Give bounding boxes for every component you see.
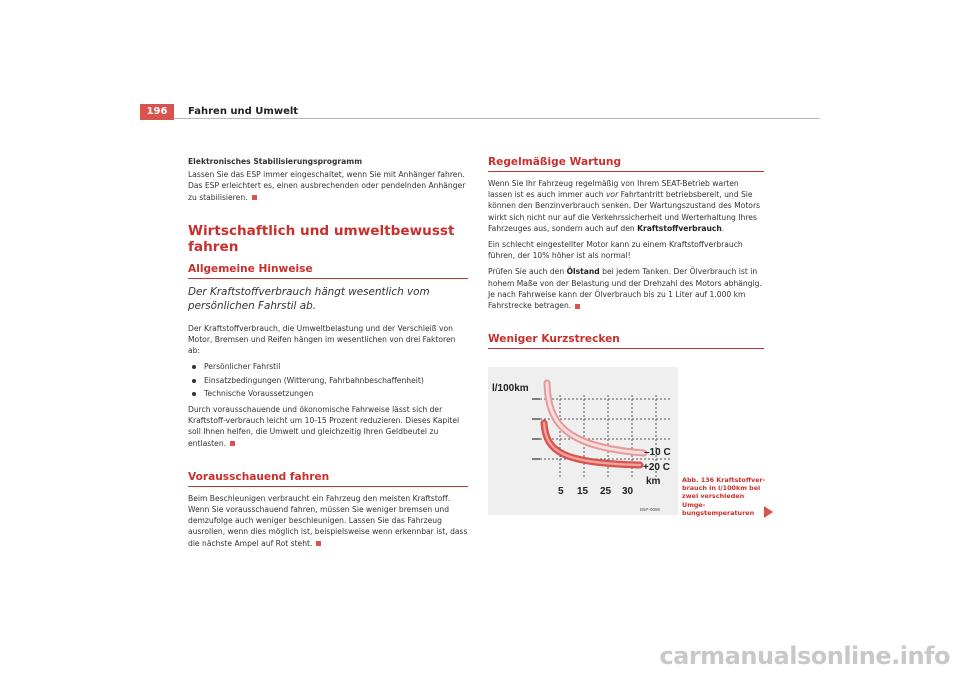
oil-text-a: Prüfen Sie auch den (488, 267, 567, 277)
series-label-minus10: –10 C (644, 447, 671, 458)
list-item: Persönlicher Fahrstil (188, 361, 468, 372)
x-tick-label: 25 (600, 486, 612, 497)
end-mark-icon (252, 195, 257, 200)
maintenance-heading: Regelmäßige Wartung (488, 156, 764, 172)
maintenance-text-a: Wenn Sie Ihr Fahrzeug regelmäßig von Ihrem SEAT-Betrieb warten lassen ist es auch immer auch (488, 179, 739, 200)
list-item: Technische Voraussetzungen (188, 388, 468, 399)
x-tick-label: 15 (577, 486, 589, 497)
end-mark-icon (230, 441, 235, 446)
series-label-plus20: +20 C (643, 462, 670, 473)
anticipate-paragraph (188, 493, 468, 549)
maintenance-bold: Kraftstoffverbrauch (637, 223, 722, 233)
maintenance-paragraph-1 (488, 178, 764, 234)
esp-paragraph (188, 169, 468, 203)
right-column (488, 156, 764, 355)
end-mark-icon (316, 541, 321, 546)
header-divider (174, 118, 820, 119)
watermark: carmanualsonline.info (659, 642, 950, 670)
intro-paragraph: Der Kraftstoffverbrauch, die Umweltbelastung und der Verschleiß von Motor, Bremsen und Reifen hängen im wesentlichen von drei Faktoren ab: (188, 323, 456, 356)
section-title: Fahren und Umwelt (188, 106, 299, 117)
savings-text: Durch vorausschauende und ökonomische Fahrweise lässt sich der Kraftstoff-verbrauch leicht um 10-15 Prozent reduzieren. Dieses Kapitel soll Ihnen helfen, die Umwelt und gleichzeitig Ihren Geldbeutel zu entlasten. (188, 405, 460, 448)
maintenance-text-c: . (721, 223, 725, 233)
x-axis-unit: km (646, 476, 661, 487)
main-heading: Wirtschaftlich und umweltbewusst fahren (188, 222, 455, 255)
page-number: 196 (140, 104, 174, 120)
savings-paragraph (188, 404, 468, 449)
consumption-diagram (488, 367, 678, 515)
maintenance-emphasis: vor (605, 190, 619, 200)
maintenance-paragraph-2: Ein schlecht eingestellter Motor kann zu einem Kraftstoffverbrauch führen, der 10% höher ist als normal! (488, 240, 743, 261)
figure-code: B5P-0096 (640, 507, 661, 512)
anticipate-text: Beim Beschleunigen verbraucht ein Fahrzeug den meisten Kraftstoff. Wenn Sie vorausschauend fahren, müssen Sie weniger bremsen und demzufolge auch weniger beschleunigen. Lassen Sie das Fahrzeug ausrollen, wenn dies möglich ist, beispielsweise wenn erkennbar ist, dass die nächste Ampel auf Rot steht. (188, 493, 468, 548)
esp-text: Lassen Sie das ESP immer eingeschaltet, wenn Sie mit Anhänger fahren. Das ESP erleichtert es, einen ausbrechenden oder pendelnden Anhänger zu stabilisieren. (188, 170, 466, 202)
oil-bold: Ölstand (566, 267, 600, 277)
consumption-figure (488, 367, 678, 515)
general-heading: Allgemeine Hinweise (188, 263, 468, 279)
maintenance-paragraph-3 (488, 266, 764, 311)
anticipate-heading: Vorausschauend fahren (188, 471, 468, 487)
oil-text-b: bei jedem Tanken. Der Ölverbrauch ist in hohem Maße von der Belastung und der Drehzahl des Motors abhängig. Je nach Fahrweise kann der Ölverbrauch bis zu 1 Liter auf 1.000 km Fahrstrecke betragen. (488, 267, 762, 311)
short-trips-heading: Weniger Kurzstrecken (488, 333, 764, 349)
list-item: Einsatzbedingungen (Witterung, Fahrbahnbeschaffenheit) (188, 375, 468, 386)
figure-caption: Abb. 136 Kraftstoffver-brauch in l/100km bei zwei verschieden Umge-bungstemperaturen (682, 476, 766, 517)
next-page-arrow-icon (764, 506, 773, 518)
maintenance-text-b: Fahrtantritt betriebsbereit, und Sie können den Benzinverbrauch senken. Der Wartungszustand des Motors wirkt sich nicht nur auf die Verkehrssicherheit und Werterhaltung Ihres Fahrzeuges aus, sondern auch auf den (488, 190, 761, 233)
x-tick-label: 5 (558, 486, 564, 497)
end-mark-icon (575, 304, 580, 309)
x-tick-label: 30 (622, 486, 634, 497)
factor-list (188, 361, 468, 399)
y-axis-label: l/100km (492, 383, 529, 394)
esp-subheading: Elektronisches Stabilisierungsprogramm (188, 157, 363, 166)
left-column (188, 156, 468, 554)
lead-text: Der Kraftstoffverbrauch hängt wesentlich vom persönlichen Fahrstil ab. (188, 285, 430, 312)
